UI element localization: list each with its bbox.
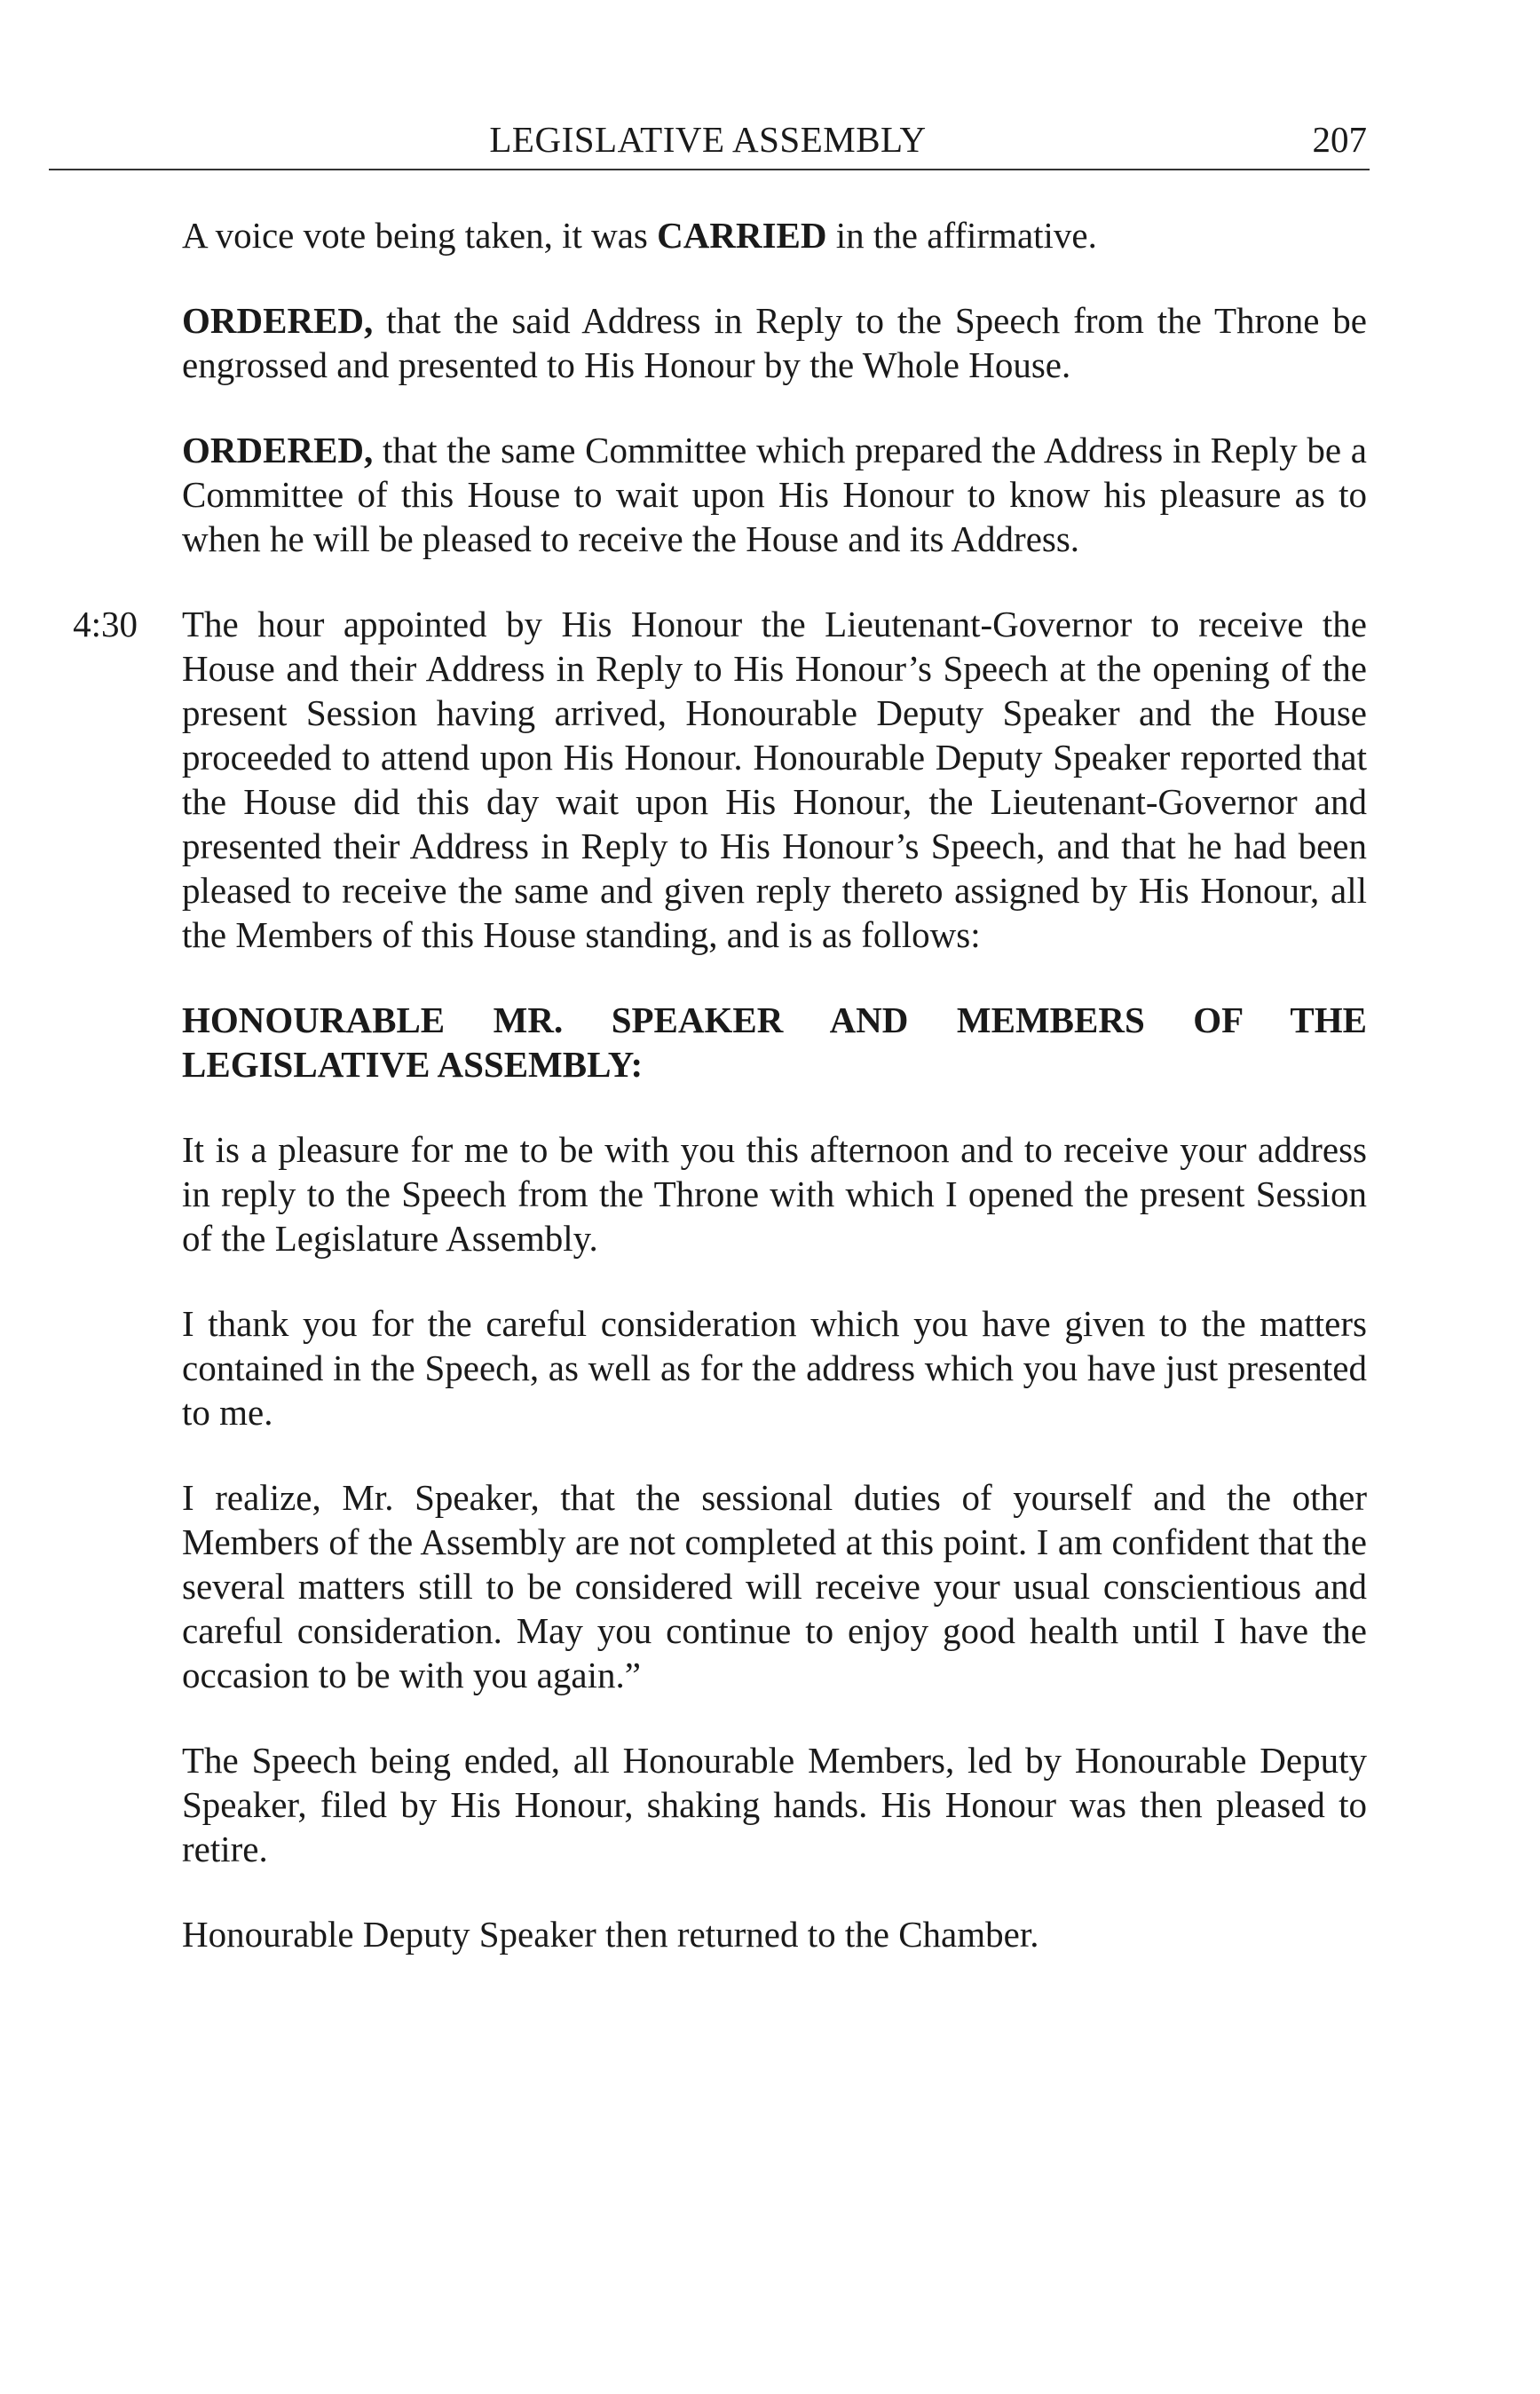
page-body [73, 213, 1367, 1997]
paragraph-voice-vote [182, 213, 1367, 257]
paragraph-ordered-engrossed [182, 298, 1367, 387]
paragraph-realize: I realize, Mr. Speaker, that the sessional duties of yourself and the other Members of the Assembly are not completed at this point. I am confident that the several matters still to be considered will receive your usual conscientious and careful consideration. May you continue to enjoy good health until I have the occasion to be with you again.” [182, 1477, 1367, 1695]
ordered-engrossed-text: that the said Address in Reply to the Speech from the Throne be engrossed and presented to His Honour by the Whole House. [182, 300, 1367, 385]
carried-bold: CARRIED [657, 215, 827, 256]
page-header [49, 117, 1367, 170]
paragraph-hour-appointed [73, 602, 1367, 957]
voice-vote-text-after: in the affirmative. [826, 215, 1097, 256]
address-salutation-heading: HONOURABLE MR. SPEAKER AND MEMBERS OF THE LEGISLATIVE ASSEMBLY: [182, 999, 1367, 1085]
running-title: LEGISLATIVE ASSEMBLY [489, 119, 927, 160]
paragraph-ordered-committee [182, 428, 1367, 561]
paragraph-pleasure: It is a pleasure for me to be with you this afternoon and to receive your address in reply to the Speech from the Throne with which I opened the present Session of the Legislature Assembly. [182, 1129, 1367, 1259]
ordered-bold: ORDERED, [182, 430, 374, 470]
margin-time-note: 4:30 [73, 604, 138, 644]
voice-vote-text-before: A voice vote being taken, it was [182, 215, 658, 256]
paragraph-thank-you: I thank you for the careful consideration which you have given to the matters contained in the Speech, as well as for the address which you have just presented to me. [182, 1303, 1367, 1433]
paragraph-returned: Honourable Deputy Speaker then returned to the Chamber. [182, 1914, 1039, 1955]
ordered-bold: ORDERED, [182, 300, 374, 341]
ordered-committee-text: that the same Committee which prepared the Address in Reply be a Committee of this House to wait upon His Honour to know his pleasure as to when he will be pleased to receive the House and its Address. [182, 430, 1367, 559]
paragraph-speech-ended: The Speech being ended, all Honourable Members, led by Honourable Deputy Speaker, filed by His Honour, shaking hands. His Honour was then pleased to retire. [182, 1740, 1367, 1869]
hour-appointed-text: The hour appointed by His Honour the Lieutenant-Governor to receive the House and their Address in Reply to His Honour’s Speech at the opening of the present Session having arrived, Honourable Deputy Speaker and the House proceeded to attend upon His Honour. Honourable Deputy Speaker reported that the House did this day wait upon His Honour, the Lieutenant-Governor and presented their Address in Reply to His Honour’s Speech, and that he had been pleased to receive the same and given reply thereto assigned by His Honour, all the Members of this House standing, and is as follows: [182, 604, 1367, 955]
page-number: 207 [1312, 119, 1367, 160]
header-rule [49, 169, 1370, 170]
